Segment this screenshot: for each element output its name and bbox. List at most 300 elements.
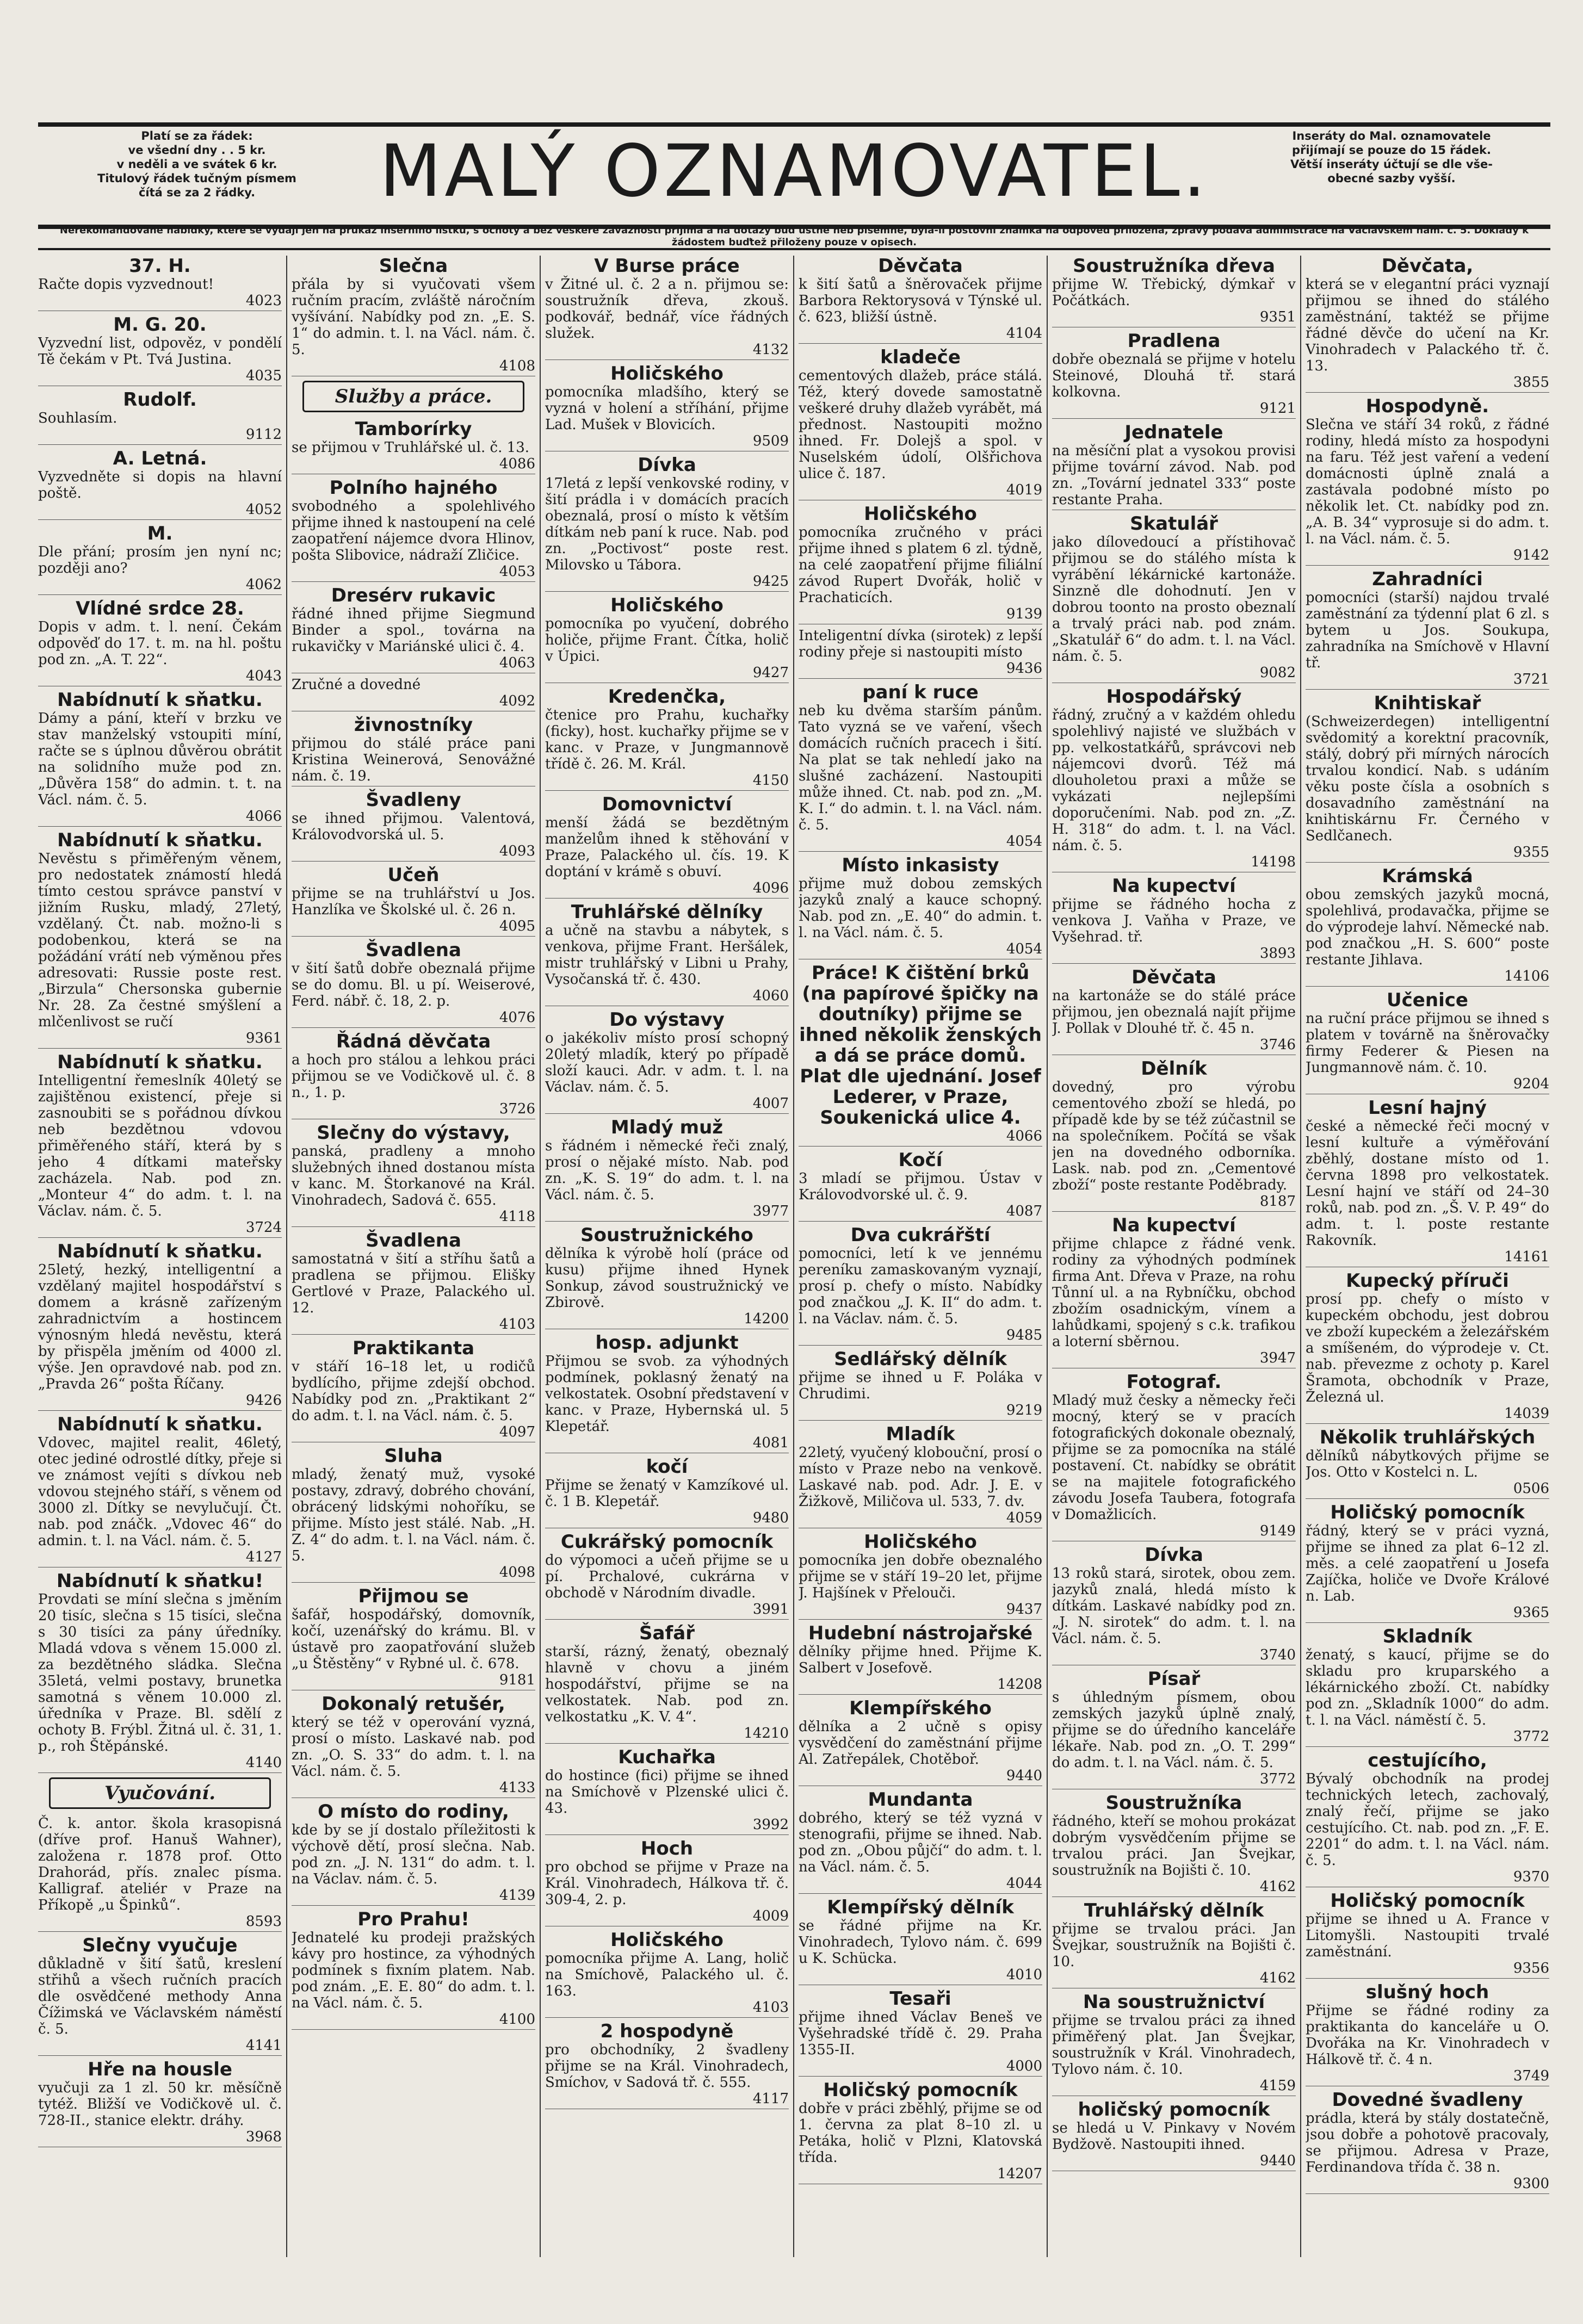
classified-ad (799, 1532, 1042, 1620)
ad-divider (38, 1237, 282, 1238)
ad-text: důkladně v šití šatů, kreslení střihů a všech ručních pracích dle osvědčené methody Anna Čížimská ve Václavském náměstí č. 5. (38, 1956, 282, 2037)
ad-heading: Děvčata, (1381, 256, 1474, 277)
classified-ad (1052, 1992, 1296, 2096)
ad-number: 9181 (499, 1672, 535, 1688)
ad-heading: Slečna (379, 256, 448, 277)
classified-ad (1306, 693, 1549, 863)
classified-ad (545, 1333, 789, 1453)
ad-number: 9204 (1513, 1076, 1549, 1092)
ad-divider (292, 1226, 535, 1227)
ad-text: Dámy a pání, kteří v brzku ve stav manželský vstoupiti míní, račte se s úplnou důvěrou obrátit na solidního muže pod zn. „Důvěra 158“ do admin. t. t. na Václ. nám. č. 5. (38, 710, 282, 808)
ad-heading: Holičského (610, 594, 724, 616)
classified-ad (799, 682, 1042, 852)
ad-heading: Učeň (387, 864, 440, 886)
ad-number: 14106 (1504, 968, 1549, 984)
column-rule (1300, 256, 1301, 2257)
ad-number: 4007 (752, 1095, 789, 1112)
ad-text: přijmou do stálé práce pani Kristina Weinerová, Senovážné nám. č. 19. (292, 735, 535, 784)
ad-heading: Několik truhlářských (1319, 1427, 1536, 1448)
classified-ad (38, 598, 282, 686)
ad-heading: Nabídnutí k sňatku. (57, 1241, 263, 1262)
classified-ad (1052, 1215, 1296, 1368)
ad-heading: Hudební nástrojařské (808, 1622, 1033, 1644)
classified-ad (545, 1225, 789, 1329)
ad-heading: M. (147, 523, 173, 544)
ad-divider (799, 1694, 1042, 1695)
ad-divider (799, 1345, 1042, 1346)
classified-ad (292, 1031, 535, 1119)
classified-ad (1052, 1058, 1296, 1212)
ad-text: panská, pradleny a mnoho služebných ihned dostanou místa v kanc. M. Štorkanové na Král. Vinohradech, Sadová č. 655. (292, 1143, 535, 1209)
ad-divider (1306, 2193, 1549, 2194)
ad-divider (799, 1221, 1042, 1222)
ad-heading: Mladík (886, 1423, 955, 1445)
ad-heading: Nabídnutí k sňatku. (57, 829, 263, 851)
classified-ad (545, 686, 789, 791)
ad-text: cementových dlažeb, práce stálá. Též, který dovede samostatně veškeré druhy dlažeb vyrábět, má přednost. Nastoupiti možno ihned. Fr. Dolejš a spol. v Nuselském údolí, Olšřichova ulice č. 187. (799, 368, 1042, 482)
page-title: MALÝ OZNAMOVATEL. (379, 129, 1209, 213)
ad-heading: Na soustružnictví (1083, 1991, 1265, 2013)
classified-ad (292, 715, 535, 786)
ad-heading: Truhlářské dělníky (571, 901, 763, 923)
rules-line: přijímají se pouze do 15 řádek. (1291, 144, 1492, 157)
ad-heading: Sluha (384, 1445, 443, 1467)
ad-text: přijme se trvalou práci za ihned přiměřený plat. Jan Švejkar, soustružník v Král. Vinohradech, Tylovo nám. č. 10. (1052, 2012, 1296, 2078)
ad-heading: Skatulář (1130, 513, 1218, 535)
classified-ad (292, 1586, 535, 1690)
ad-number: 4009 (752, 1908, 789, 1924)
ad-heading: Polního hajného (329, 477, 498, 499)
ad-number: 4063 (499, 655, 535, 671)
ad-number: 3992 (752, 1817, 789, 1833)
ad-number: 9365 (1513, 1604, 1549, 1621)
ad-number: 4052 (245, 501, 282, 518)
pricing-line: Titulový řádek tučným písmem (97, 172, 296, 185)
ad-heading: Hře na housle (88, 2059, 232, 2080)
classified-ad (292, 1446, 535, 1583)
classified-ad (38, 1571, 282, 1773)
ad-text: jako dílovedoucí a přístihovač přijmou se do stálého místa k vyrábění lékárnické kartonáže. Sinzně dle dohodnutí. Jen v dobrou toonto na prosto obeznalí a trvalý práci nab. pod znám. „Skatulář 6“ do adm. t. l. na Václ. nám. č. 5. (1052, 534, 1296, 665)
ad-text: která se v elegantní práci vyznají přijmou se ihned do stálého zaměstnání, taktéž se přijme řádné děvče do učení na Kr. Vinohradech v Palackého tř. č. 13. (1306, 276, 1549, 374)
masthead-rule (38, 248, 1550, 250)
ad-number: 4000 (1006, 2058, 1042, 2074)
ad-number: 9425 (752, 573, 789, 590)
ad-heading: Truhlářský dělník (1084, 1900, 1264, 1922)
classified-ad (1052, 1900, 1296, 1988)
ad-number: 0506 (1513, 1480, 1549, 1497)
ad-heading: holičský pomocník (1078, 2099, 1270, 2121)
ad-text: samostatná v šití a stříhu šatů a pradlena se přijmou. Elišky Gertlové v Praze, Palackého ul. 12. (292, 1251, 535, 1316)
ad-number: 4059 (1006, 1510, 1042, 1526)
masthead-notice: Nerekomandované nabídky, které se vydají jen na průkaz inserního lístku, s ochoty a bez veškeré závaznosti přijímá a na dotazy buď ústně neb písemně, byla-li poštovní známka na odpověď přiložena, zprávy podává administrace na Václavském nám. č. 5. Doklady k žádostem buďtež přiloženy pouze v opisech. (59, 225, 1529, 248)
classified-ad (1052, 331, 1296, 419)
classified-ad (799, 855, 1042, 959)
ad-heading: Slečny vyučuje (82, 1935, 238, 1956)
ad-text: řádného, kteří se mohou prokázat dobrým vysvědčením přijme se trvalou práci. Jan Švejkar, soustružník na Bojišti č. 10. (1052, 1813, 1296, 1879)
ad-number: 4066 (245, 808, 282, 825)
ad-divider (292, 2029, 535, 2030)
classified-ad (38, 256, 282, 311)
ad-number: 4086 (499, 456, 535, 472)
ad-heading: Dívka (638, 454, 696, 476)
ad-number: 9219 (1006, 1402, 1042, 1418)
ad-heading: Jednatele (1124, 422, 1223, 443)
ad-heading: Nabídnutí k sňatku. (57, 689, 263, 711)
classified-ad (292, 585, 535, 673)
ad-text: prosí pp. chefy o místo v kupeckém obchodu, jest dobrou ve zboží kupeckém a železářském a smíšeném, do výprodeje v. Ct. nab. převezme z ochoty p. Karel Šramota, obchodník v Praze, Železná ul. (1306, 1291, 1549, 1405)
ad-number: 8187 (1259, 1193, 1296, 1210)
classified-ad (38, 1052, 282, 1238)
ad-heading: Zahradníci (1372, 568, 1483, 590)
ad-number: 4043 (245, 668, 282, 684)
ad-divider (1306, 862, 1549, 863)
classified-ad (38, 1414, 282, 1567)
ad-number: 9437 (1006, 1601, 1042, 1617)
ad-heading: kočí (646, 1456, 688, 1478)
classified-ad (38, 690, 282, 827)
classified-ad (1306, 1427, 1549, 1499)
ad-text: přijme chlapce z řádné venk. rodiny za výhodných podmínek firma Ant. Dřeva v Praze, na rohu Tůnní ul. a na Rybníčku, obchod zbožím osadnickým, vínem a lahůdkami, spojený s c.k. trafikou a loterní sběrnou. (1052, 1236, 1296, 1350)
ad-heading: Rudolf. (123, 389, 197, 411)
ad-number: 3947 (1259, 1350, 1296, 1366)
ad-number: 9112 (245, 426, 282, 443)
column-rule (1047, 256, 1048, 2257)
ad-heading: 2 hospodyně (600, 2021, 734, 2042)
ad-divider (38, 826, 282, 827)
ad-number: 9149 (1259, 1523, 1296, 1539)
ad-divider (799, 1893, 1042, 1894)
ad-number: 4150 (752, 772, 789, 789)
ad-number: 3968 (245, 2129, 282, 2145)
classified-ad (799, 1424, 1042, 1528)
ad-divider (292, 1334, 535, 1335)
classified-ad (1052, 1372, 1296, 1541)
ad-number: 4132 (752, 342, 789, 358)
ad-text: Vdovec, majitel realit, 46letý, otec jediné odrostlé dítky, přeje si ve známost vejíti s dívkou neb vdovou stejného stáří, s věnem od 3000 zl. Dítky se nevylučují. Čt. nab. pod znáčk. „Vdovec 46“ do admin. t. l. na Václ. nám. č. 5. (38, 1435, 282, 1549)
ad-text: pomocníka zručného v práci přijme ihned s platem 6 zl. týdně, na celé zaopatření přijme filiální závod Rupert Dvořák, holič v Prachaticích. (799, 524, 1042, 606)
ad-column (799, 256, 1042, 2257)
ad-number: 4096 (752, 880, 789, 896)
ad-heading: Písař (1147, 1668, 1201, 1690)
ad-text: Dle přání; prosím jen nyní nc; později ano? (38, 544, 282, 577)
ad-number: 8593 (245, 1913, 282, 1930)
ad-text: kde by se jí dostalo příležitosti k výchově dětí, prosí slečna. Nab. pod zn. „J. N. 131“ do adm. t. l. na Václav. nám. č. 5. (292, 1822, 535, 1887)
ad-number: 4140 (245, 1755, 282, 1771)
ad-text: Jednatelé ku prodeji pražských kávy pro hostince, za výhodných podmínek s fixním platem. Nab. pod znám. „E. E. 80“ do adm. t. l. na Václ. nám. č. 5. (292, 1930, 535, 2011)
ad-text: k šití šatů a šněrovaček přijme Barbora Rektorysová v Týnské ul. č. 623, bližší ústně. (799, 276, 1042, 325)
ad-text: do výpomoci a učeň přijme se u pí. Prchalové, cukrárna v obchodě v Národním divadle. (545, 1552, 789, 1601)
ad-text: který se též v operování vyzná, prosí o místo. Laskavé nab. pod zn. „O. S. 33“ do adm. t. l. na Václ. nám. č. 5. (292, 1714, 535, 1780)
ad-text: přijme W. Třebický, dýmkař v Počátkách. (1052, 276, 1296, 309)
ad-number: 4141 (245, 2037, 282, 2054)
ad-text: pomocníka přijme A. Lang, holič na Smíchově, Palackého ul. č. 163. (545, 1950, 789, 1999)
classified-ad (1052, 967, 1296, 1055)
classified-ad (799, 963, 1042, 1146)
classified-ad (1306, 1626, 1549, 1747)
ad-heading: Dovedné švadleny (1332, 2089, 1523, 2111)
ad-number: 4108 (499, 358, 535, 374)
ad-divider (38, 1048, 282, 1049)
ad-number: 9121 (1259, 400, 1296, 417)
ad-divider (545, 591, 789, 592)
classified-ad (292, 1909, 535, 2030)
ad-number: 4081 (752, 1435, 789, 1451)
classified-ad (1052, 1793, 1296, 1897)
ad-number: 4023 (245, 293, 282, 309)
ad-text: Nevěstu s přiměřeným věnem, pro nedostatek známostí hledá tímto cestou správce panství v jižním Rusku, mladý, 27letý, vzdělaný. Čt. nab. možno-li s podobenkou, která se na požádání vrátí neb výměnou přes adresovati: Russie poste rest. „Birzula“ Chersonska gubernie Nr. 28. Za čestné smýšlení a mlčenlivost se ručí (38, 851, 282, 1030)
masthead-pricing (45, 129, 349, 200)
ad-number: 14210 (744, 1725, 789, 1742)
classified-ad (799, 1623, 1042, 1695)
ad-text: dělníka a 2 učně s opisy vysvědčení do zaměstnání přijme Al. Zatřepálek, Chotěboř. (799, 1719, 1042, 1768)
ad-number: 9142 (1513, 547, 1549, 563)
ad-text: v šití šatů dobře obeznalá přijme se do domu. Bl. u pí. Weiserové, Ferd. nábř. č. 18, 2. p. (292, 960, 535, 1009)
ad-text: na měsíční plat a vysokou provisi přijme tovární závod. Nab. pod zn. „Tovární jednatel 333“ poste restante Praha. (1052, 443, 1296, 508)
ad-column (545, 256, 789, 2257)
ad-text: přijme se na truhlářství u Jos. Hanzlíka ve Školské ul. č. 26 n. (292, 885, 535, 918)
masthead-rules (1239, 129, 1544, 185)
column-rule (793, 256, 794, 2257)
pricing-line: Platí se za řádek: (141, 129, 253, 142)
classified-ad (38, 2059, 282, 2147)
ad-text: přála by si vyučovati všem ručním pracím, zvláště náročním vyšívání. Nabídky pod zn. „E. S. 1“ do admin. t. l. na Václ. nám. č. 5. (292, 276, 535, 358)
classified-ad (292, 256, 535, 376)
ad-heading: Švadlena (366, 1230, 461, 1251)
ad-text: řádný, který se v práci vyzná, přijme se ihned za plat 6–12 zl. měs. a celé zaopatření u Josefa Zajíčka, holiče ve Dvoře Králové n. Lab. (1306, 1523, 1549, 1604)
ad-heading: Hospodyně. (1365, 395, 1489, 417)
ad-heading: Šafář (639, 1622, 695, 1644)
ad-number: 4066 (1006, 1128, 1042, 1144)
classified-ad (292, 790, 535, 862)
ad-heading: Kuchařka (618, 1746, 716, 1768)
ad-text: 3 mladí se přijmou. Ústav v Královodvorské ul. č. 9. (799, 1170, 1042, 1203)
ad-text: přijme se ihned u A. France v Litomyšli. Nastoupiti trvalé zaměstnání. (1306, 1911, 1549, 1960)
ad-heading: Dva cukrářští (850, 1224, 991, 1246)
ad-heading: Nabídnutí k sňatku. (57, 1051, 263, 1073)
ad-divider (799, 851, 1042, 852)
classified-ad (1306, 1098, 1549, 1267)
ad-divider (38, 519, 282, 520)
classified-ad (545, 1009, 789, 1114)
ad-number: 14039 (1504, 1405, 1549, 1422)
ad-text: s řádném i německé řeči znalý, prosí o nějaké místo. Nab. pod zn. „K. S. 19“ do adm. t. l. na Václ. nám. č. 5. (545, 1138, 789, 1203)
classified-ad (38, 314, 282, 386)
ad-heading: Děvčata (1131, 966, 1216, 988)
ad-number: 3746 (1259, 1037, 1296, 1053)
ad-number: 4092 (499, 693, 535, 709)
classified-ad (545, 256, 789, 360)
classified-ad (292, 1230, 535, 1335)
classified-ad (292, 1123, 535, 1227)
classified-ad (1306, 990, 1549, 1094)
ad-number: 4103 (752, 1999, 789, 2016)
ad-text: pomocníka mladšího, který se vyzná v holení a stříhání, přijme Lad. Mušek v Blovicích. (545, 384, 789, 433)
ad-heading: Místo inkasisty (842, 854, 999, 876)
ad-text: přijme se řádného hocha z venkova J. Vaňha v Praze, ve Vyšehrad. tř. (1052, 896, 1296, 945)
ad-divider (799, 2076, 1042, 2077)
ad-heading: Tesaři (889, 1988, 951, 2010)
ad-heading: Holičského (864, 1531, 977, 1553)
ad-divider (1306, 689, 1549, 690)
ad-text: čtenice pro Prahu, kuchařky (ficky), host. kuchařky přijme se v kanc. v Praze, v Jungmannově třídě č. 26. M. Král. (545, 707, 789, 772)
ad-text: pomocníci, letí k ve jennému pereníku zamaskovaným vyznají, prosí p. chefy o místo. Nabídky pod značkou „J. K. II“ do adm. t. l. na Václav. nám. č. 5. (799, 1245, 1042, 1327)
ad-heading: Fotograf. (1126, 1371, 1222, 1393)
ad-heading: Krámská (1382, 865, 1473, 887)
ad-divider (545, 1113, 789, 1114)
ad-text: Intelligentní řemeslník 40letý se zajištěnou existencí, přeje si zasnoubiti se s pořádnou dívkou neb bezdětnou vdovou přiměřeného stáří, která by s jeho 4 dítkami mateřsky zacházela. Nab. pod zn. „Monteur 4“ do adm. t. l. na Václav. nám. č. 5. (38, 1073, 282, 1219)
ad-column (1306, 256, 1549, 2257)
rules-line: obecné sazby vyšší. (1327, 172, 1456, 185)
ad-text: v Žitné ul. č. 2 a n. přijmou se: soustružník dřeva, zkouš. podkovář, bednář, více řádných služek. (545, 276, 789, 342)
ad-text: přijme ihned Václav Beneš ve Vyšehradské třídě č. 29. Praha 1355-II. (799, 2009, 1042, 2058)
ad-heading: Učenice (1387, 989, 1468, 1011)
ad-divider (292, 1027, 535, 1028)
ad-number: 4139 (499, 1887, 535, 1904)
classified-ad (799, 1225, 1042, 1346)
classified-ad (1306, 1750, 1549, 1887)
classified-ad (38, 830, 282, 1049)
ad-text: dovedný, pro výrobu cementového zboží se hledá, po případě kde by se též zúčastnil se na společníkem. Počítá se však jen na dovedného odborníka. Lask. nab. pod zn. „Cementové zboží“ poste restante Poděbrady. (1052, 1079, 1296, 1193)
ad-heading: Dívka (1145, 1544, 1203, 1566)
ad-text: a učně na stavbu a nábytek, s venkova, přijme Frant. Heršálek, mistr truhlářský v Libni u Prahy, Vysočanská tř. č. 430. (545, 922, 789, 988)
ad-heading: Hoch (640, 1838, 694, 1860)
classified-ad (292, 865, 535, 937)
ad-text: svobodného a spolehlivého přijme ihned k nastoupení na celé zaopatření nájemce dvora Hlinov, pošta Slibovice, nádraží Zličice. (292, 498, 535, 563)
classified-ad (799, 347, 1042, 500)
ad-divider (545, 1619, 789, 1620)
classified-ad (545, 455, 789, 592)
ad-number: 4044 (1006, 1875, 1042, 1892)
ad-text: dělníky přijme hned. Přijme K. Salbert v Josefově. (799, 1644, 1042, 1676)
ad-heading: Holičský pomocník (1330, 1890, 1525, 1912)
ad-number: 3772 (1513, 1728, 1549, 1745)
ad-heading: paní k ruce (862, 681, 979, 703)
ad-text: o jakékoliv místo prosí schopný 20letý mladík, který po případě složí kauci. Adr. v adm. t. l. na Václav. nám. č. 5. (545, 1030, 789, 1095)
ad-number: 9427 (752, 665, 789, 681)
ad-text: na kartonáže se do stálé práce přijmou, jen obeznalá najít přijme J. Pollak v Dlouhé tř. č. 45 n. (1052, 988, 1296, 1037)
ad-text: pomocníka po vyučení, dobrého holiče, přijme Frant. Čítka, holič v Úpici. (545, 616, 789, 665)
ad-number: 14198 (1251, 854, 1296, 870)
ad-divider (292, 861, 535, 862)
ad-number: 4060 (752, 988, 789, 1004)
ad-text: Souhlasím. (38, 410, 118, 426)
ad-number: 9426 (245, 1392, 282, 1409)
ad-number: 4035 (245, 368, 282, 384)
classified-ad (1306, 866, 1549, 987)
classified-ad (545, 1457, 789, 1528)
ad-text: v stáří 16–18 let, u rodičů bydlícího, přijme zdejší obchod. Nabídky pod zn. „Praktikant 2“ do adm. t. l. na Václ. nám. č. 5. (292, 1359, 535, 1424)
classified-ad (545, 1930, 789, 2018)
classified-ad (545, 1623, 789, 1744)
ad-text: 17letá z lepší venkovské rodiny, v šití prádla i v domácích pracích obeznalá, prosí o místo k větším dítkám neb paní k ruce. Nab. pod zn. „Poctivost“ poste rest. Milovsko u Tábora. (545, 475, 789, 573)
ad-divider (1306, 1498, 1549, 1499)
classified-ad (799, 1988, 1042, 2077)
ad-number: 4103 (499, 1316, 535, 1333)
ad-text: Dopis v adm. t. l. není. Čekám odpověď do 17. t. m. na hl. poštu pod zn. „A. T. 22“. (38, 619, 282, 668)
ad-divider (1306, 1978, 1549, 1979)
ad-text: starší, rázný, ženatý, obeznalý hlavně v chovu a jiném hospodářství, přijme se na velkostatek. Nab. pod zn. velkostatku „K. V. 4“. (545, 1644, 789, 1725)
ad-text: a hoch pro stálou a lehkou práci přijmou se ve Vodičkově ul. č. 8 n., 1. p. (292, 1052, 535, 1101)
ad-text: přijme se ihned u F. Poláka v Chrudimi. (799, 1369, 1042, 1402)
ad-number: 14200 (744, 1311, 789, 1327)
ad-number: 3740 (1259, 1647, 1296, 1663)
ad-heading: Holičského (864, 503, 977, 525)
ad-divider (799, 343, 1042, 344)
classified-ad (545, 1747, 789, 1835)
ad-number: 3855 (1513, 374, 1549, 391)
classified-ad (38, 389, 282, 445)
classified-ad (1052, 513, 1296, 683)
classified-ad (1306, 1982, 1549, 2086)
section-heading: Služby a práce. (302, 381, 524, 412)
ad-divider (1052, 418, 1296, 419)
classified-ad (1052, 2099, 1296, 2171)
ad-text: se řádné přijme na Kr. Vinohradech, Tylovo nám. č. 699 u K. Schücka. (799, 1918, 1042, 1967)
ad-text: ženatý, s kaucí, přijme se do skladu pro kruparského a lékárnického zboží. Ct. nabídky pod zn. „Skladník 1000“ do adm. t. l. na Václ. náměstí č. 5. (1306, 1647, 1549, 1728)
ad-number: 14161 (1504, 1249, 1549, 1265)
ad-number: 3721 (1513, 671, 1549, 687)
classified-ad (799, 256, 1042, 344)
ad-number: 4054 (1006, 941, 1042, 957)
ad-number: 3977 (752, 1203, 789, 1219)
ad-heading: Holičský pomocník (823, 2079, 1018, 2101)
ad-text: pro obchod se přijme v Praze na Král. Vinohradech, Hálkova tř. č. 309-4, 2. p. (545, 1859, 789, 1908)
ad-text: s úhledným písmem, obou zemských jazyků úplně znalý, přijme se do úředního kanceláře lékaře. Nab. pod zn. „O. T. 299“ do adm. t. l. na Václ. nám. č. 5. (1052, 1689, 1296, 1771)
classified-ad (38, 1815, 282, 1932)
ad-divider (292, 581, 535, 582)
ad-number: 4095 (499, 918, 535, 934)
ad-heading: Soustružníka dřeva (1073, 256, 1275, 277)
classified-ad (1052, 686, 1296, 872)
classified-ad (799, 1698, 1042, 1786)
ad-heading: Praktikanta (352, 1337, 475, 1359)
ad-number: 9480 (752, 1510, 789, 1526)
ad-heading: Kredenčka, (608, 686, 726, 708)
ad-column (38, 256, 282, 2257)
ad-heading: Na kupectví (1112, 875, 1236, 897)
classified-ad (799, 504, 1042, 624)
ad-number: 4159 (1259, 2078, 1296, 2094)
ad-heading: Řádná děvčata (336, 1031, 491, 1052)
ad-divider (38, 594, 282, 595)
ad-number: 9440 (1259, 2153, 1296, 2169)
ad-divider (545, 2017, 789, 2018)
ad-divider (38, 1931, 282, 1932)
ad-text: pro obchodníky, 2 švadleny přijme se na Král. Vinohradech, Smíchov, v Sadová tř. č. 555. (545, 2042, 789, 2091)
ad-number: 9440 (1006, 1768, 1042, 1784)
ad-heading: Dělník (1141, 1058, 1207, 1080)
ad-heading: M. G. 20. (113, 314, 207, 336)
classified-ad (1306, 569, 1549, 690)
ad-text: Inteligentní dívka (sirotek) z lepší rodiny přeje si nastoupiti místo (799, 628, 1042, 660)
ad-text: šafář, hospodářský, domovník, kočí, uzenářský do krámu. Bl. v ústavě pro zaopatřování služeb „u Štěstěny“ v Rybné ul. č. 678. (292, 1607, 535, 1672)
classified-ad (545, 1532, 789, 1620)
classified-ad (545, 1117, 789, 1222)
ad-divider (292, 936, 535, 937)
ad-text: Račte dopis vyzvednout! (38, 276, 214, 293)
ad-divider (38, 1410, 282, 1411)
ad-number: 9370 (1513, 1869, 1549, 1885)
ad-text: Přijme se řádné rodiny za praktikanta do kanceláře u O. Dvořáka na Kr. Vinohradech v Hálkově tř. č. 4 n. (1306, 2003, 1549, 2068)
classified-ad (799, 2080, 1042, 2184)
ad-text: obou zemských jazyků mocná, spolehlivá, prodavačka, přijme se do výprodeje lahví. Německé nab. pod značkou „H. S. 600“ poste restante Jihlava. (1306, 887, 1549, 968)
ad-divider (1306, 392, 1549, 393)
ad-heading: Soustružníka (1105, 1792, 1242, 1814)
ad-text: dělníka k výrobě holí (práce od kusu) přijme ihned Hynek Sonkup, závod soustružnický ve Zbirově. (545, 1245, 789, 1311)
ad-text: české a německé řeči mocný v lesní kultuře a výměřování zběhlý, dostane místo od 1. června 1898 pro velkostatek. Lesní hajní ve stáří od 24–30 roků, nab. pod zn. „Š. V. P. 49“ do adm. t. l. poste restante Rakovník. (1306, 1118, 1549, 1249)
classified-ad (292, 1694, 535, 1798)
rules-line: Větší inseráty účtují se dle vše- (1290, 158, 1493, 171)
